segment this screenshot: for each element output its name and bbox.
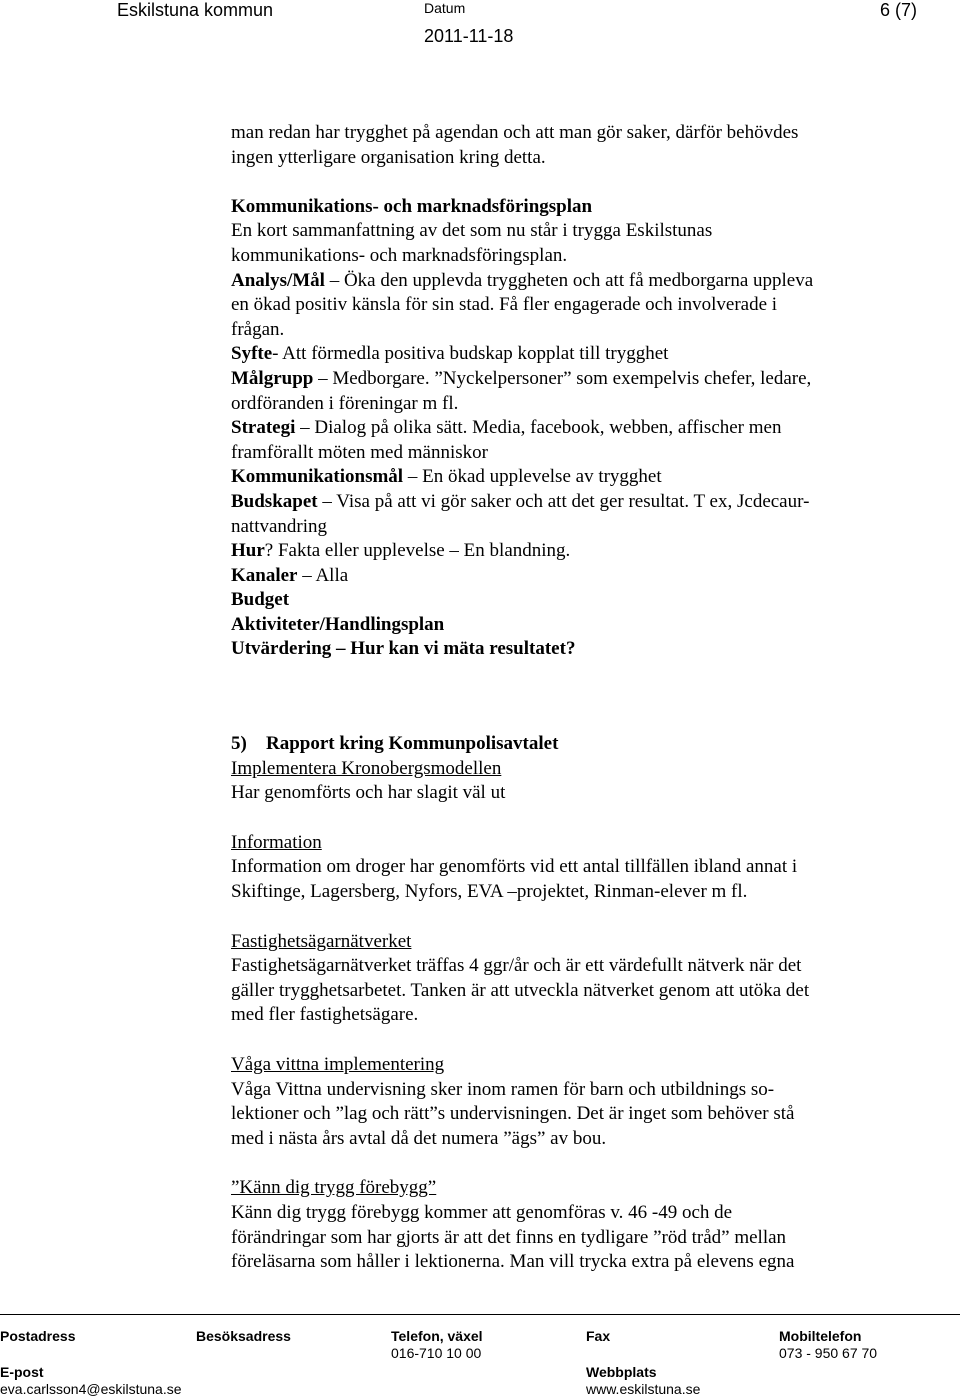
vaga-vittna-line-3: med i nästa års avtal då det numera ”ägs” av bou.	[231, 1127, 607, 1149]
footer-webb-label: Webbplats	[586, 1364, 657, 1380]
section-5-title: Rapport kring Kommunpolisavtalet	[266, 733, 559, 755]
footer-epost-value[interactable]: eva.carlsson4@eskilstuna.se	[0, 1381, 182, 1397]
document-date: 2011-11-18	[424, 26, 514, 46]
analys-text: – Öka den upplevda tryggheten och att få medborgarna uppleva	[324, 269, 814, 291]
syfte-label: Syfte	[231, 343, 273, 365]
kommunikationsmal-label: Kommunikationsmål	[231, 466, 404, 488]
intro-line-1: man redan har trygghet på agendan och att man gör saker, därför behövdes	[231, 122, 799, 143]
information-line-1: Information om droger har genomförts vid ett antal tillfällen ibland annat i	[231, 856, 798, 878]
kommunikationsmal-text: – En ökad upplevelse av trygghet	[403, 466, 662, 488]
kanaler-text: – Alla	[297, 564, 349, 586]
communication-plan-line-1: En kort sammanfattning av det som nu står i trygga Eskilstunas	[231, 220, 713, 242]
strategi-label: Strategi	[231, 417, 296, 439]
analys-line-3: frågan.	[231, 318, 285, 340]
communication-plan-line-2: kommunikations- och marknadsföringsplan.	[231, 244, 568, 266]
footer-telefon-label: Telefon, växel	[391, 1328, 483, 1344]
footer-postadress-label: Postadress	[0, 1328, 76, 1344]
malgrupp-label: Målgrupp	[231, 367, 314, 389]
budget-label: Budget	[231, 589, 290, 611]
analys-paragraph	[231, 269, 901, 294]
section-5-heading	[231, 732, 901, 757]
vaga-vittna-line-2: lektioner och ”lag och rätt”s undervisningen. Det är inget som behöver stå	[231, 1103, 795, 1125]
kann-dig-trygg-title: ”Känn dig trygg förebygg”	[231, 1177, 437, 1199]
budskapet-label: Budskapet	[231, 490, 318, 512]
footer-fax-label: Fax	[586, 1328, 611, 1344]
hur-text: ? Fakta eller upplevelse – En blandning.	[264, 540, 571, 562]
fastighet-line-2: gäller trygghetsarbetet. Tanken är att utveckla nätverket genom att utöka det	[231, 979, 810, 1001]
footer-webb-value[interactable]: www.eskilstuna.se	[586, 1381, 701, 1397]
strategi-text: – Dialog på olika sätt. Media, facebook, webben, affischer men	[295, 417, 782, 439]
footer-divider	[0, 1314, 960, 1315]
page-number: 6 (7)	[880, 0, 918, 20]
strategi-paragraph	[231, 416, 901, 441]
kann-dig-trygg-line-1: Känn dig trygg förebygg kommer att genomföras v. 46 -49 och de	[231, 1201, 733, 1223]
footer-mobil-label: Mobiltelefon	[779, 1328, 862, 1344]
syfte-paragraph	[231, 342, 901, 367]
footer-telefon-value: 016-710 10 00	[391, 1345, 482, 1361]
kann-dig-trygg-line-2: förändringar som har gjorts är att det finns en tydligare ”röd tråd” mellan	[231, 1226, 787, 1248]
document-body	[231, 121, 901, 1275]
intro-line-2: ingen ytterligare organisation kring detta.	[231, 146, 546, 168]
malgrupp-line-2: ordföranden i föreningar m fl.	[231, 392, 459, 414]
vaga-vittna-line-1: Våga Vittna undervisning sker inom ramen för barn och utbildnings so-	[231, 1078, 775, 1100]
kronoberg-text: Har genomförts och har slagit väl ut	[231, 782, 506, 804]
fastighet-line-3: med fler fastighetsägare.	[231, 1004, 419, 1026]
strategi-line-2: framförallt möten med människor	[231, 441, 488, 463]
budskapet-paragraph	[231, 490, 901, 515]
information-line-2: Skiftinge, Lagersberg, Nyfors, EVA –projektet, Rinman-elever m fl.	[231, 881, 748, 903]
fastighet-title: Fastighetsägarnätverket	[231, 930, 412, 952]
kanaler-label: Kanaler	[231, 564, 298, 586]
fastighet-line-1: Fastighetsägarnätverket träffas 4 ggr/år och är ett värdefullt nätverk när det	[231, 955, 802, 977]
malgrupp-text: – Medborgare. ”Nyckelpersoner” som exempelvis chefer, ledare,	[313, 367, 812, 389]
section-5-number: 5)	[231, 733, 247, 755]
utvardering-label: Utvärdering – Hur kan vi mäta resultatet?	[231, 638, 576, 660]
syfte-text: - Att förmedla positiva budskap kopplat till trygghet	[272, 343, 669, 365]
kronoberg-title: Implementera Kronobergsmodellen	[231, 757, 502, 779]
date-label: Datum	[424, 0, 466, 16]
analys-label: Analys/Mål	[231, 269, 325, 291]
footer-mobil-value: 073 - 950 67 70	[779, 1345, 878, 1361]
communication-plan-title: Kommunikations- och marknadsföringsplan	[231, 195, 593, 217]
footer-besoksadress-label: Besöksadress	[196, 1328, 291, 1344]
kanaler-paragraph	[231, 564, 901, 589]
vaga-vittna-title: Våga vittna implementering	[231, 1054, 445, 1075]
hur-paragraph	[231, 539, 901, 564]
budskapet-text: – Visa på att vi gör saker och att det ger resultat. T ex, Jcdecaur-	[317, 490, 810, 512]
hur-label: Hur	[231, 540, 265, 562]
analys-line-2: en ökad positiv känsla för sin stad. Få fler engagerade och involverade i	[231, 294, 778, 316]
kann-dig-trygg-line-3: föreläsarna som håller i lektionerna. Man vill trycka extra på elevens egna	[231, 1251, 795, 1273]
aktiviteter-label: Aktiviteter/Handlingsplan	[231, 613, 445, 635]
kommunikationsmal-paragraph	[231, 465, 901, 490]
information-title: Information	[231, 831, 322, 853]
malgrupp-paragraph	[231, 367, 901, 392]
budskapet-line-2: nattvandring	[231, 515, 328, 537]
organization-name: Eskilstuna kommun	[117, 0, 274, 20]
footer-epost-label: E-post	[0, 1364, 44, 1380]
